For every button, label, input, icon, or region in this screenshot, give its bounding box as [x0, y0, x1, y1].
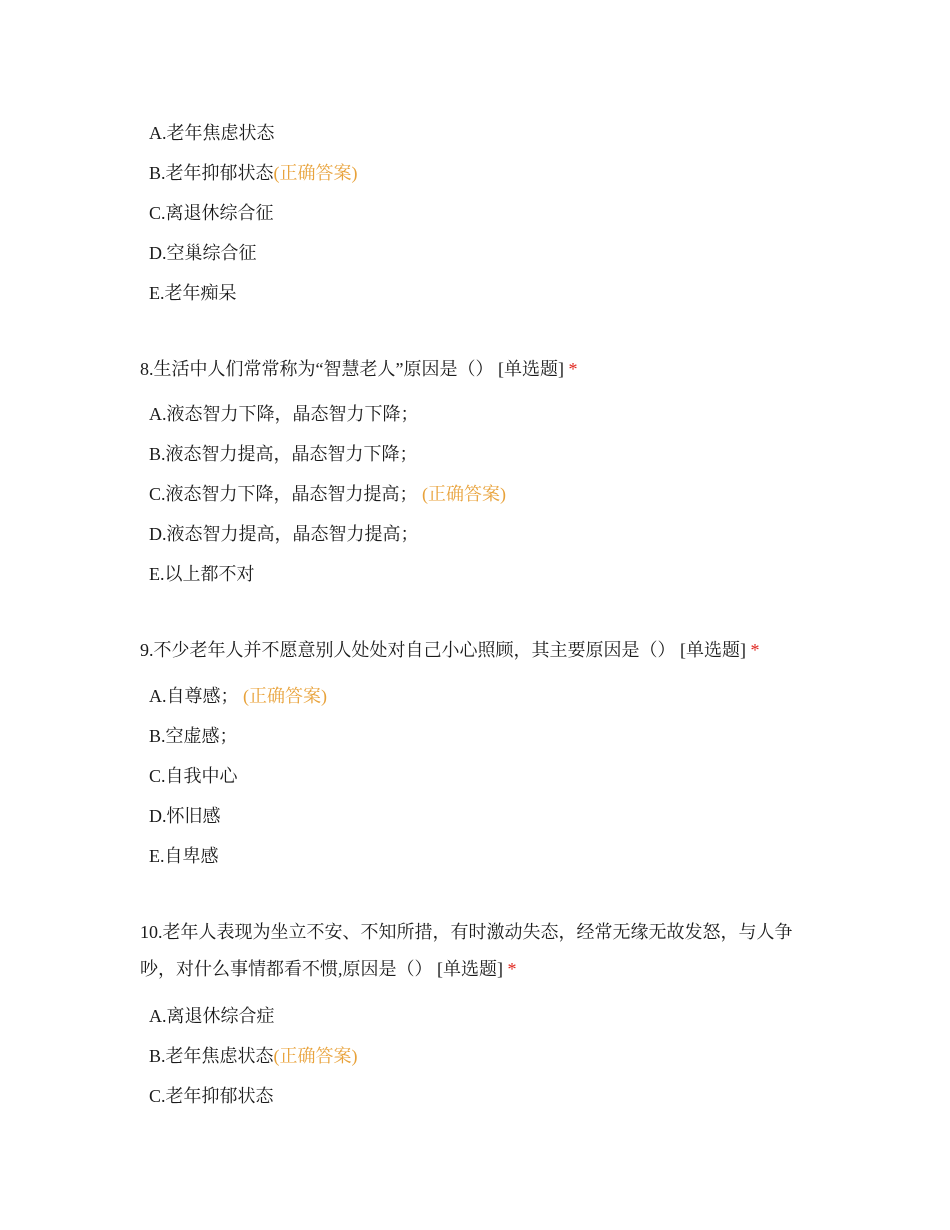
q8-option-a — [149, 402, 419, 426]
option-text: B.老年抑郁状态 — [149, 163, 274, 183]
q7-option-a — [149, 121, 275, 145]
option-text: A.液态智力下降，晶态智力下降； — [149, 404, 419, 424]
option-text: A.自尊感； — [149, 686, 239, 706]
option-text: B.老年焦虑状态 — [149, 1046, 274, 1066]
option-text: C.老年抑郁状态 — [149, 1086, 274, 1106]
q9-option-a — [149, 684, 327, 708]
q7-option-d — [149, 241, 257, 265]
correct-answer-mark: (正确答案) — [273, 163, 358, 183]
option-text: E.以上都不对 — [149, 564, 255, 584]
option-text: C.液态智力下降，晶态智力提高； — [149, 484, 418, 504]
q9-option-d — [149, 804, 221, 828]
q7-option-b — [149, 161, 358, 185]
q7-option-c — [149, 201, 274, 225]
q8-option-d — [149, 522, 419, 546]
option-text: E.老年痴呆 — [149, 283, 237, 303]
question-text: 9.不少老年人并不愿意别人处处对自己小心照顾，其主要原因是（） [单选题] — [140, 640, 746, 660]
option-text: C.离退休综合征 — [149, 203, 274, 223]
question-text: 10.老年人表现为坐立不安、不知所措，有时激动失态，经常无缘无故发怒，与人争吵，对什么事情都看不惯,原因是（） [单选题] — [140, 922, 793, 979]
q8-option-c — [149, 482, 506, 506]
q9-title — [140, 632, 810, 669]
q7-option-e — [149, 281, 237, 305]
q10-title — [140, 914, 810, 988]
q8-option-b — [149, 442, 418, 466]
required-asterisk: * — [568, 359, 578, 379]
q9-option-c — [149, 764, 238, 788]
required-asterisk: * — [507, 959, 517, 979]
q10-option-b — [149, 1044, 358, 1068]
correct-answer-mark: (正确答案) — [243, 686, 327, 706]
option-text: A.离退休综合症 — [149, 1006, 275, 1026]
q10-option-a — [149, 1004, 275, 1028]
q9-option-b — [149, 724, 238, 748]
option-text: B.空虚感； — [149, 726, 238, 746]
q8-option-e — [149, 562, 255, 586]
correct-answer-mark: (正确答案) — [422, 484, 507, 504]
correct-answer-mark: (正确答案) — [273, 1046, 358, 1066]
question-text: 8.生活中人们常常称为“智慧老人”原因是（） [单选题] — [140, 359, 564, 379]
q10-option-c — [149, 1084, 274, 1108]
required-asterisk: * — [750, 640, 760, 660]
q9-option-e — [149, 844, 219, 868]
q8-title — [140, 351, 810, 388]
option-text: B.液态智力提高，晶态智力下降； — [149, 444, 418, 464]
option-text: D.液态智力提高，晶态智力提高； — [149, 524, 419, 544]
option-text: D.怀旧感 — [149, 806, 221, 826]
option-text: E.自卑感 — [149, 846, 219, 866]
option-text: C.自我中心 — [149, 766, 238, 786]
option-text: A.老年焦虑状态 — [149, 123, 275, 143]
option-text: D.空巢综合征 — [149, 243, 257, 263]
